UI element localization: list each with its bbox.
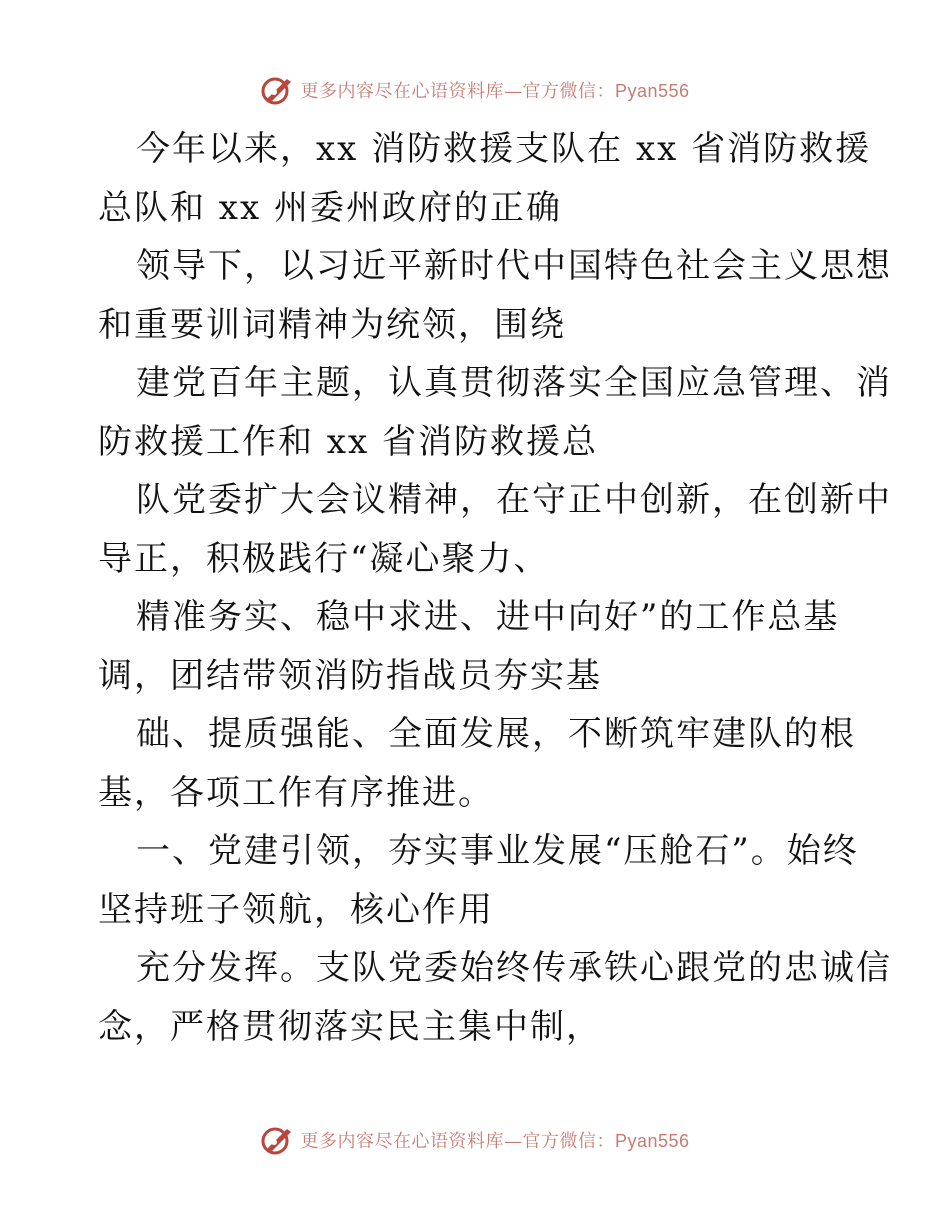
paragraph (98, 822, 858, 939)
text-line: 防救援工作和 xx 省消防救援总 (98, 421, 598, 462)
text-line: 一、党建引领，夯实事业发展“压舱石”。始终 (136, 831, 859, 871)
brush-logo-icon (260, 1123, 294, 1157)
paragraph (98, 237, 892, 354)
paragraph (98, 120, 872, 237)
text-line: 坚持班子领航，核心作用 (98, 889, 494, 930)
text-line: 精准务实、稳中求进、进中向好”的工作总基 (136, 597, 840, 637)
brush-logo-icon (260, 73, 294, 107)
paragraph (98, 354, 892, 471)
watermark-contact: Pyan556 (614, 81, 690, 101)
text-line: 建党百年主题，认真贯彻落实全国应急管理、消 (136, 363, 892, 403)
text-line: 念，严格贯彻落实民主集中制， (98, 1006, 602, 1047)
text-line: 和重要训词精神为统领，围绕 (98, 304, 566, 345)
paragraph (98, 705, 858, 822)
text-line: 调，团结带领消防指战员夯实基 (98, 655, 602, 696)
text-line: 导正，积极践行“凝心聚力、 (98, 538, 550, 579)
paragraph (98, 588, 858, 705)
text-line: 充分发挥。支队党委始终传承铁心跟党的忠诚信 (136, 948, 892, 988)
paragraph (98, 471, 892, 588)
text-line: 今年以来，xx 消防救援支队在 xx 省消防救援 (136, 129, 872, 169)
paragraph (98, 939, 892, 1056)
watermark-contact: Pyan556 (614, 1131, 690, 1151)
text-line: 领导下，以习近平新时代中国特色社会主义思想 (136, 246, 892, 286)
document-body (98, 120, 892, 1056)
text-line: 基，各项工作有序推进。 (98, 772, 494, 813)
footer-watermark (0, 1120, 950, 1160)
header-watermark (0, 70, 950, 110)
watermark-text: 更多内容尽在心语资料库—官方微信：Pyan556 (300, 1131, 690, 1152)
text-line: 队党委扩大会议精神，在守正中创新，在创新中 (136, 480, 892, 520)
watermark-text: 更多内容尽在心语资料库—官方微信：Pyan556 (300, 81, 690, 102)
text-line: 总队和 xx 州委州政府的正确 (98, 187, 562, 228)
text-line: 础、提质强能、全面发展，不断筑牢建队的根 (136, 714, 856, 754)
